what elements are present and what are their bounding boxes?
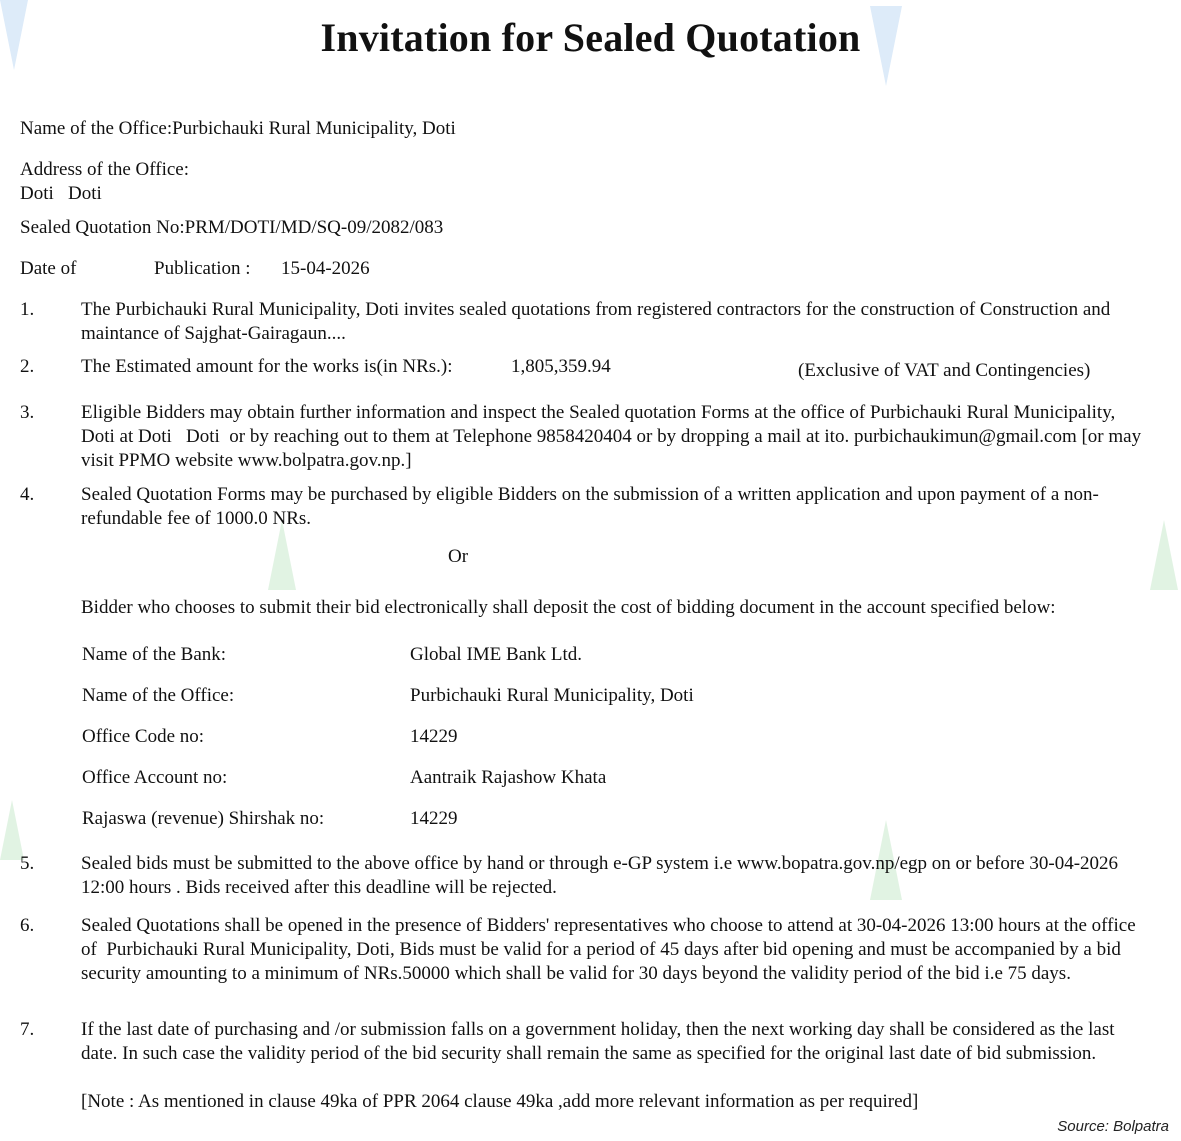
- clause-text: Sealed Quotation Forms may be purchased by eligible Bidders on the submission of a written application and upon payment of a non-refundable fee of 1000.0 NRs.: [81, 484, 1099, 529]
- clause-text: Sealed Quotations shall be opened in the presence of Bidders' representatives who choose to attend at 30-04-2026 13:00 hours at the office of Purbichauki Rural Municipality, Doti, Bids must be valid for a period of 45 days after bid opening and must be accompanied by a bid security amounting to a minimum of NRs.50000 which shall be valid for 30 days beyond the validity period of the bid i.e 75 days.: [81, 915, 1141, 984]
- clause-number: 6.: [20, 915, 35, 936]
- estimated-amount-label: The Estimated amount for the works is(in NRs.):: [81, 356, 453, 377]
- estimated-amount-note: (Exclusive of VAT and Contingencies): [798, 360, 1091, 381]
- clause-number: 2.: [20, 356, 35, 377]
- publication-date: 15-04-2026: [281, 258, 370, 279]
- clause-text: Eligible Bidders may obtain further information and inspect the Sealed quotation Forms at the office of Purbichauki Rural Municipality, Doti at Doti Doti or by reaching out to them at Telephone 9858420404 or by dropping a mail at ito. purbichaukimun@gmail.com [or may visit PPMO website www.bolpatra.gov.np.]: [81, 402, 1146, 471]
- clause-number: 1.: [20, 299, 35, 320]
- bank-value: 14229: [410, 808, 458, 829]
- office-name-line: Name of the Office:Purbichauki Rural Municipality, Doti: [20, 118, 456, 139]
- watermark-arrow-icon: [1150, 520, 1178, 590]
- watermark-arrow-icon: [0, 800, 24, 860]
- clause-number: 7.: [20, 1019, 35, 1040]
- page-title: Invitation for Sealed Quotation: [320, 15, 861, 60]
- clause-number: 4.: [20, 484, 35, 505]
- bank-label: Rajaswa (revenue) Shirshak no:: [82, 808, 325, 829]
- bank-value: Global IME Bank Ltd.: [410, 644, 583, 665]
- bank-label: Office Account no:: [82, 767, 228, 788]
- clause-text: Sealed bids must be submitted to the above office by hand or through e-GP system i.e www.bopatra.gov.np/egp on or before 30-04-2026 12:00 hours . Bids received after this deadline will be rejected.: [81, 853, 1119, 898]
- electronic-bid-text: Bidder who chooses to submit their bid electronically shall deposit the cost of bidding document in the account specified below:: [81, 597, 1056, 618]
- or-separator: Or: [448, 546, 469, 567]
- clause-number: 5.: [20, 853, 35, 874]
- bank-value: 14229: [410, 726, 458, 747]
- publication-label: Publication :: [154, 258, 251, 279]
- bank-value: Aantraik Rajashow Khata: [410, 767, 607, 788]
- clause-number: 3.: [20, 402, 35, 423]
- estimated-amount-value: 1,805,359.94: [511, 356, 611, 377]
- clause-text: If the last date of purchasing and /or submission falls on a government holiday, then the next working day shall be considered as the last date. In such case the validity period of the bid security shall remain the same as specified for the original last date of bid submission.: [81, 1019, 1115, 1064]
- quotation-number-line: Sealed Quotation No:PRM/DOTI/MD/SQ-09/2082/083: [20, 217, 444, 238]
- date-label: Date of: [20, 258, 77, 279]
- bank-label: Office Code no:: [82, 726, 205, 747]
- bank-label: Name of the Office:: [82, 685, 235, 706]
- bank-value: Purbichauki Rural Municipality, Doti: [410, 685, 694, 706]
- clause-note: [Note : As mentioned in clause 49ka of PPR 2064 clause 49ka ,add more relevant information as per required]: [81, 1091, 919, 1112]
- clause-text: The Purbichauki Rural Municipality, Doti invites sealed quotations from registered contractors for the construction of Construction and maintance of Sajghat-Gairagaun....: [81, 299, 1111, 344]
- source-credit: Source: Bolpatra: [1057, 1118, 1169, 1135]
- address-label: Address of the Office:: [20, 159, 190, 180]
- address-value: Doti Doti: [20, 183, 102, 204]
- bank-label: Name of the Bank:: [82, 644, 227, 665]
